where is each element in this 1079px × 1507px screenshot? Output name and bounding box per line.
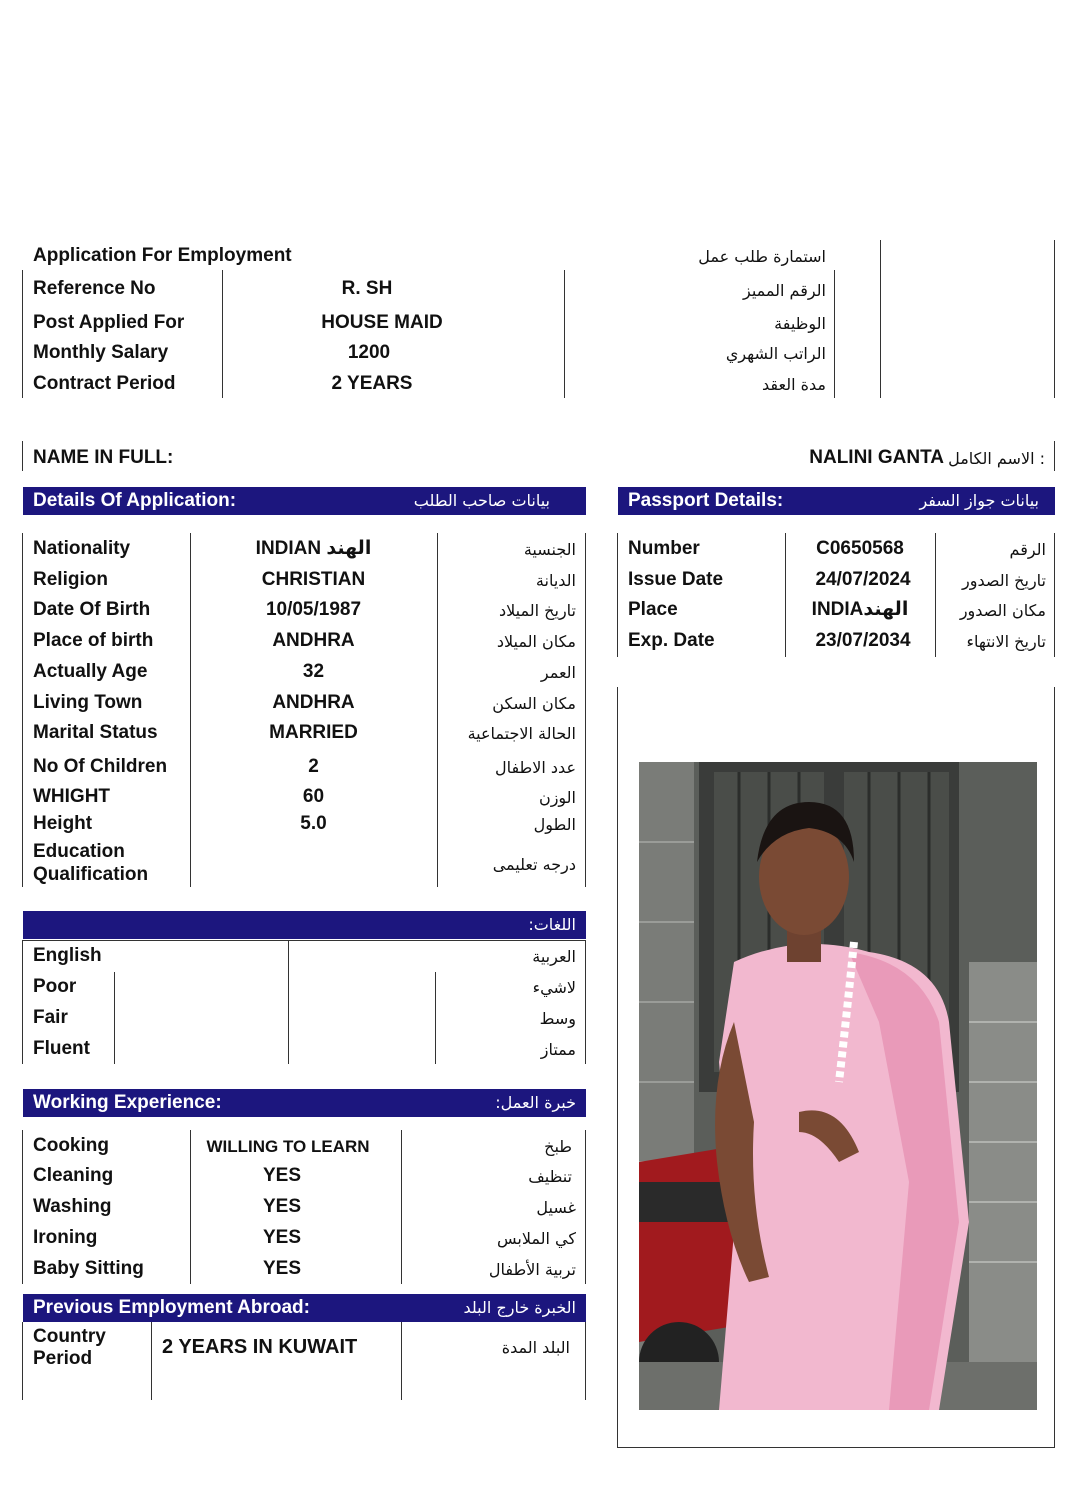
detail-label-ar: عدد الاطفال bbox=[494, 758, 576, 777]
abroad-label-ar: البلد المدة bbox=[501, 1338, 570, 1357]
detail-label-ar: مكان السكن bbox=[492, 694, 576, 713]
education-label-ar: درجه تعليمى bbox=[492, 855, 576, 874]
passport-label-ar: الرقم bbox=[1009, 540, 1046, 559]
skill-value: YES bbox=[262, 1196, 302, 1217]
detail-value: ANDHRA bbox=[272, 692, 355, 713]
detail-label-ar: العمر bbox=[540, 663, 576, 682]
full-name-value: NALINI GANTA bbox=[809, 447, 944, 468]
reference-label-ar: الرقم المميز bbox=[742, 281, 826, 300]
reference-value: R. SH bbox=[341, 278, 393, 299]
skill-label-ar: طبخ bbox=[544, 1137, 572, 1156]
skill-label-ar: غسيل bbox=[536, 1198, 576, 1217]
passport-value: C0650568 bbox=[816, 538, 904, 559]
details-title: Details Of Application: bbox=[33, 490, 237, 511]
skill-label-ar: تنظيف bbox=[528, 1167, 572, 1186]
contract-label-ar: مدة العقد bbox=[762, 375, 826, 394]
applicant-photo bbox=[639, 762, 1037, 1410]
abroad-label-1: Country bbox=[33, 1326, 106, 1347]
reference-label: Reference No bbox=[33, 278, 156, 299]
detail-value: 10/05/1987 bbox=[265, 599, 362, 620]
passport-label-ar: مكان الصدور bbox=[959, 601, 1046, 620]
detail-label: Religion bbox=[33, 569, 108, 590]
detail-value: 60 bbox=[302, 786, 325, 807]
details-band bbox=[23, 487, 586, 515]
abroad-value: 2 YEARS IN KUWAIT bbox=[162, 1336, 358, 1358]
passport-title: Passport Details: bbox=[628, 490, 784, 511]
full-name-label: NAME IN FULL: bbox=[33, 447, 174, 468]
skill-label: Cleaning bbox=[33, 1165, 114, 1186]
passport-label: Exp. Date bbox=[628, 630, 715, 651]
passport-label-ar: تاريخ الصدور bbox=[962, 571, 1046, 590]
language-level: Poor bbox=[33, 976, 77, 997]
education-label-1: Education bbox=[33, 841, 125, 862]
detail-label: Actually Age bbox=[33, 661, 148, 682]
abroad-title-ar: الخبرة خارج البلد bbox=[463, 1298, 576, 1317]
passport-band bbox=[618, 487, 1055, 515]
languages-title-ar: اللغات: bbox=[528, 915, 576, 934]
application-title-ar: استمارة طلب عمل bbox=[698, 247, 826, 266]
language-level: Fluent bbox=[33, 1038, 90, 1059]
salary-label: Monthly Salary bbox=[33, 342, 169, 363]
detail-label-ar: الديانة bbox=[535, 571, 576, 590]
detail-value: 2 bbox=[308, 756, 319, 777]
detail-label: Place of birth bbox=[33, 630, 154, 651]
contract-label: Contract Period bbox=[33, 373, 176, 394]
passport-title-ar: بيانات جواز السفر bbox=[919, 491, 1039, 510]
passport-label-ar: تاريخ الانتهاء bbox=[966, 632, 1046, 651]
skill-label: Cooking bbox=[33, 1135, 109, 1156]
detail-label-ar: تاريخ الميلاد bbox=[499, 601, 576, 620]
detail-value: INDIAN الهند bbox=[255, 538, 372, 559]
passport-value: 23/07/2034 bbox=[815, 630, 911, 651]
language-label-ar: العربية bbox=[532, 947, 576, 966]
skill-value: WILLING TO LEARN bbox=[206, 1137, 370, 1156]
detail-value: MARRIED bbox=[269, 722, 358, 743]
skill-value: YES bbox=[262, 1227, 302, 1248]
language-level: Fair bbox=[33, 1007, 68, 1028]
post-value: HOUSE MAID bbox=[321, 312, 443, 333]
skill-value: YES bbox=[262, 1258, 302, 1279]
detail-label-ar: الطول bbox=[533, 815, 576, 834]
detail-label-ar: الوزن bbox=[538, 788, 576, 807]
full-name-label-ar: : الاسم الكامل bbox=[948, 449, 1045, 468]
skill-label: Ironing bbox=[33, 1227, 98, 1248]
application-title: Application For Employment bbox=[33, 245, 292, 266]
language-level-ar: لاشيء bbox=[532, 978, 576, 997]
detail-label: Nationality bbox=[33, 538, 131, 559]
detail-label-ar: مكان الميلاد bbox=[496, 632, 576, 651]
experience-title: Working Experience: bbox=[33, 1092, 222, 1113]
detail-value: ANDHRA bbox=[272, 630, 355, 651]
language-label: English bbox=[33, 945, 102, 966]
contract-value: 2 YEARS bbox=[331, 373, 413, 394]
detail-value: 5.0 bbox=[300, 813, 327, 834]
passport-label: Issue Date bbox=[628, 569, 724, 590]
details-title-ar: بيانات صاحب الطلب bbox=[413, 491, 550, 510]
passport-label: Number bbox=[628, 538, 700, 559]
languages-band bbox=[23, 911, 586, 939]
applicant-photo-illustration bbox=[639, 762, 1037, 1410]
detail-label: No Of Children bbox=[33, 756, 168, 777]
skill-value: YES bbox=[262, 1165, 302, 1186]
detail-label: Marital Status bbox=[33, 722, 158, 743]
abroad-label-2: Period bbox=[33, 1348, 93, 1369]
experience-title-ar: خبرة العمل: bbox=[495, 1093, 576, 1112]
skill-label: Baby Sitting bbox=[33, 1258, 144, 1279]
post-label: Post Applied For bbox=[33, 312, 185, 333]
detail-label: Height bbox=[33, 813, 93, 834]
passport-value: 24/07/2024 bbox=[815, 569, 911, 590]
language-level-ar: وسط bbox=[539, 1009, 576, 1028]
post-label-ar: الوظيفة bbox=[774, 314, 826, 333]
salary-label-ar: الراتب الشهري bbox=[725, 344, 826, 363]
abroad-title: Previous Employment Abroad: bbox=[33, 1297, 310, 1318]
skill-label: Washing bbox=[33, 1196, 112, 1217]
abroad-band bbox=[23, 1294, 586, 1322]
experience-band bbox=[23, 1089, 586, 1117]
detail-value: 32 bbox=[302, 661, 325, 682]
detail-label-ar: الحالة الاجتماعية bbox=[467, 724, 576, 743]
detail-label: Date Of Birth bbox=[33, 599, 151, 620]
detail-label: WHIGHT bbox=[33, 786, 111, 807]
detail-value: CHRISTIAN bbox=[261, 569, 366, 590]
salary-value: 1200 bbox=[347, 342, 391, 363]
education-label-2: Qualification bbox=[33, 864, 149, 885]
language-level-ar: ممتاز bbox=[540, 1040, 576, 1059]
skill-label-ar: كي الملابس bbox=[496, 1229, 576, 1248]
skill-label-ar: تربية الأطفال bbox=[488, 1260, 576, 1279]
passport-value: INDIAالهند bbox=[811, 599, 909, 620]
detail-label-ar: الجنسية bbox=[523, 540, 576, 559]
passport-label: Place bbox=[628, 599, 678, 620]
detail-label: Living Town bbox=[33, 692, 143, 713]
